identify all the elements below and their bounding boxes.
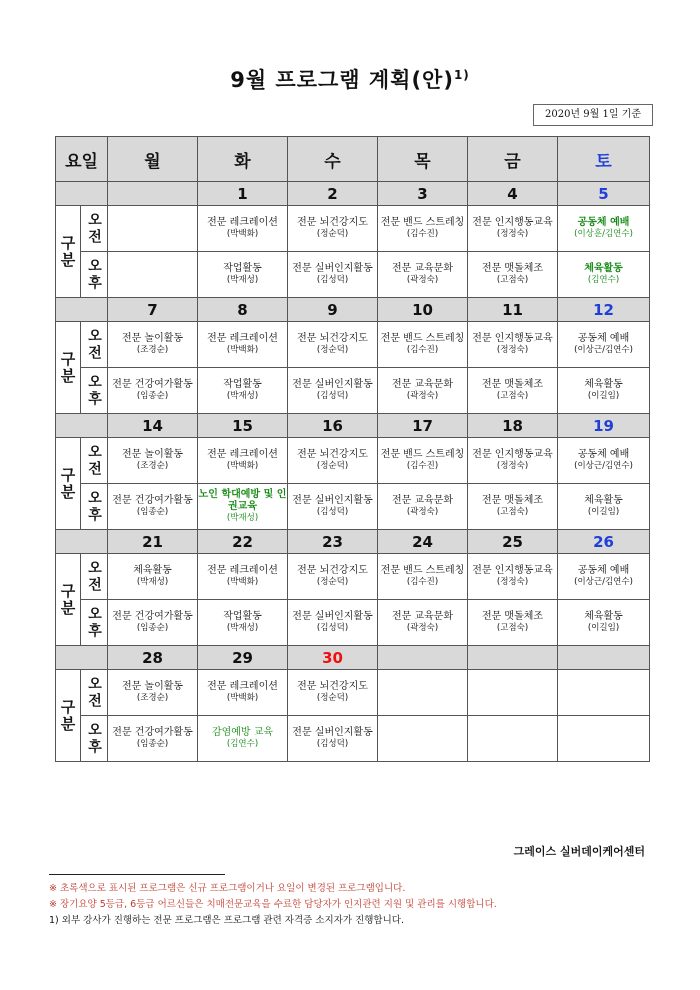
program-cell — [288, 716, 378, 762]
date-cell: 12 — [558, 298, 650, 322]
program-name: 노인 학대예방 및 인권교육 — [198, 489, 287, 512]
date-cell: 21 — [108, 530, 198, 554]
program-teacher: (임종순) — [136, 623, 169, 633]
program-name: 전문 교육문화 — [391, 611, 454, 622]
program-cell — [558, 368, 650, 414]
am-label: 오전 — [81, 438, 108, 484]
program-cell — [468, 322, 558, 368]
program-teacher: (고점숙) — [496, 623, 529, 633]
program-cell — [198, 600, 288, 646]
program-teacher: (이길임) — [587, 391, 620, 401]
date-cell: 2 — [288, 182, 378, 206]
program-cell — [378, 252, 468, 298]
program-cell — [198, 438, 288, 484]
program-name: 전문 밴드 스트레칭 — [380, 333, 465, 344]
program-cell — [198, 484, 288, 530]
program-name: 전문 건강여가활동 — [112, 611, 193, 622]
program-name: 공동체 예배 — [577, 565, 630, 576]
am-label: 오전 — [81, 554, 108, 600]
date-cell: 19 — [558, 414, 650, 438]
program-teacher: (김성덕) — [316, 623, 349, 633]
program-cell — [468, 484, 558, 530]
program-teacher: (정정숙) — [496, 577, 529, 587]
program-cell — [558, 252, 650, 298]
am-row — [56, 438, 650, 484]
pm-row — [56, 484, 650, 530]
program-cell — [288, 252, 378, 298]
program-cell — [108, 716, 198, 762]
program-name: 체육활동 — [584, 379, 623, 390]
date-cell: 29 — [198, 646, 288, 670]
date-cell: 18 — [468, 414, 558, 438]
program-teacher: (이상훈/김연수) — [574, 229, 633, 239]
program-name: 감염예방 교육 — [211, 727, 274, 738]
date-cell: 3 — [378, 182, 468, 206]
date-cell: 9 — [288, 298, 378, 322]
program-name: 전문 밴드 스트레칭 — [380, 449, 465, 460]
date-cell: 11 — [468, 298, 558, 322]
program-teacher: (박백화) — [226, 577, 259, 587]
date-row — [56, 646, 650, 670]
program-name: 전문 밴드 스트레칭 — [380, 217, 465, 228]
program-name: 전문 건강여가활동 — [112, 727, 193, 738]
gubun-label: 구분 — [56, 554, 81, 646]
program-cell — [378, 600, 468, 646]
program-cell — [468, 206, 558, 252]
program-name: 전문 인지행동교육 — [472, 217, 553, 228]
program-name: 전문 맷돌체조 — [481, 263, 544, 274]
program-teacher: (김연수) — [587, 275, 620, 285]
date-cell — [108, 182, 198, 206]
program-teacher: (김수진) — [406, 577, 439, 587]
date-cell: 22 — [198, 530, 288, 554]
program-cell — [378, 716, 468, 762]
date-cell: 17 — [378, 414, 468, 438]
date-cell: 8 — [198, 298, 288, 322]
program-cell — [558, 670, 650, 716]
program-teacher: (곽정숙) — [406, 391, 439, 401]
program-cell — [468, 368, 558, 414]
program-cell — [198, 368, 288, 414]
program-cell — [108, 206, 198, 252]
program-cell — [378, 484, 468, 530]
program-teacher: (이상근/김연수) — [574, 345, 633, 355]
program-cell — [468, 438, 558, 484]
footnote-grade: ※ 장기요양 5등급, 6등급 어르신들은 치매전문교육을 수료한 담당자가 인지관련 지원 및 관리를 시행합니다. — [49, 899, 497, 910]
program-teacher: (정순덕) — [316, 229, 349, 239]
program-name: 전문 레크레이션 — [207, 217, 278, 228]
program-teacher: (박재성) — [226, 275, 259, 285]
date-row — [56, 414, 650, 438]
program-cell — [558, 554, 650, 600]
program-name: 전문 뇌건강지도 — [297, 681, 368, 692]
program-teacher: (김성덕) — [316, 739, 349, 749]
pm-row — [56, 252, 650, 298]
program-name: 전문 레크레이션 — [207, 565, 278, 576]
pm-label: 오후 — [81, 484, 108, 530]
program-cell — [468, 716, 558, 762]
program-teacher: (박백화) — [226, 345, 259, 355]
program-name: 공동체 예배 — [577, 333, 630, 344]
program-cell — [558, 206, 650, 252]
program-teacher: (곽정숙) — [406, 623, 439, 633]
program-teacher: (이길임) — [587, 623, 620, 633]
program-cell — [198, 206, 288, 252]
date-row — [56, 298, 650, 322]
program-teacher: (곽정숙) — [406, 275, 439, 285]
date-cell: 26 — [558, 530, 650, 554]
program-cell — [288, 206, 378, 252]
date-row — [56, 182, 650, 206]
program-teacher: (이길임) — [587, 507, 620, 517]
date-cell: 16 — [288, 414, 378, 438]
program-name: 전문 맷돌체조 — [481, 611, 544, 622]
program-teacher: (조경순) — [136, 461, 169, 471]
program-teacher: (임종순) — [136, 391, 169, 401]
program-name: 전문 실버인지활동 — [292, 495, 373, 506]
program-teacher: (김수진) — [406, 461, 439, 471]
program-name: 전문 레크레이션 — [207, 681, 278, 692]
program-teacher: (김성덕) — [316, 391, 349, 401]
program-cell — [288, 484, 378, 530]
program-cell — [108, 322, 198, 368]
program-cell — [198, 716, 288, 762]
am-label: 오전 — [81, 206, 108, 252]
program-cell — [468, 252, 558, 298]
program-name: 전문 건강여가활동 — [112, 495, 193, 506]
program-cell — [468, 554, 558, 600]
program-cell — [108, 484, 198, 530]
date-cell: 10 — [378, 298, 468, 322]
program-cell — [288, 368, 378, 414]
program-cell — [198, 670, 288, 716]
program-cell — [558, 484, 650, 530]
program-cell — [108, 670, 198, 716]
program-cell — [558, 322, 650, 368]
program-name: 전문 맷돌체조 — [481, 379, 544, 390]
header-fri: 금 — [468, 137, 558, 182]
program-cell — [288, 322, 378, 368]
program-name: 전문 교육문화 — [391, 263, 454, 274]
program-name: 작업활동 — [223, 611, 262, 622]
program-name: 전문 실버인지활동 — [292, 611, 373, 622]
program-teacher: (정정숙) — [496, 461, 529, 471]
program-cell — [378, 554, 468, 600]
program-name: 전문 인지행동교육 — [472, 449, 553, 460]
program-name: 전문 실버인지활동 — [292, 379, 373, 390]
program-teacher: (정정숙) — [496, 229, 529, 239]
program-teacher: (조경순) — [136, 693, 169, 703]
date-row-blank — [56, 298, 108, 322]
program-name: 전문 인지행동교육 — [472, 333, 553, 344]
header-thu: 목 — [378, 137, 468, 182]
footnote-instructor: 1) 외부 강사가 진행하는 전문 프로그램은 프로그램 관련 자격증 소지자가 진행합니다. — [49, 915, 404, 926]
program-cell — [378, 438, 468, 484]
base-date: 2020년 9월 1일 기준 — [533, 104, 653, 126]
pm-label: 오후 — [81, 716, 108, 762]
gubun-label: 구분 — [56, 206, 81, 298]
gubun-label: 구분 — [56, 670, 81, 762]
program-name: 전문 뇌건강지도 — [297, 449, 368, 460]
program-name: 전문 교육문화 — [391, 495, 454, 506]
program-name: 전문 실버인지활동 — [292, 727, 373, 738]
program-name: 전문 인지행동교육 — [472, 565, 553, 576]
program-name: 전문 뇌건강지도 — [297, 333, 368, 344]
date-cell: 4 — [468, 182, 558, 206]
header-tue: 화 — [198, 137, 288, 182]
program-teacher: (정순덕) — [316, 693, 349, 703]
date-cell: 14 — [108, 414, 198, 438]
pm-label: 오후 — [81, 368, 108, 414]
program-cell — [108, 554, 198, 600]
date-cell: 23 — [288, 530, 378, 554]
program-cell — [288, 670, 378, 716]
program-cell — [558, 600, 650, 646]
program-name: 체육활동 — [584, 263, 623, 274]
program-teacher: (곽정숙) — [406, 507, 439, 517]
program-teacher: (김수진) — [406, 229, 439, 239]
pm-row — [56, 716, 650, 762]
program-name: 공동체 예배 — [577, 449, 630, 460]
am-row — [56, 322, 650, 368]
date-cell — [468, 646, 558, 670]
program-teacher: (박재성) — [226, 513, 259, 523]
program-teacher: (고점숙) — [496, 391, 529, 401]
program-name: 전문 맷돌체조 — [481, 495, 544, 506]
program-name: 작업활동 — [223, 379, 262, 390]
date-cell: 25 — [468, 530, 558, 554]
program-cell — [108, 600, 198, 646]
gubun-label: 구분 — [56, 322, 81, 414]
program-teacher: (고점숙) — [496, 275, 529, 285]
program-teacher: (박재성) — [226, 391, 259, 401]
center-name: 그레이스 실버데이케어센터 — [513, 845, 645, 858]
date-row-blank — [56, 414, 108, 438]
header-row — [56, 137, 650, 182]
gubun-label: 구분 — [56, 438, 81, 530]
date-cell: 24 — [378, 530, 468, 554]
program-teacher: (임종순) — [136, 507, 169, 517]
program-cell — [288, 554, 378, 600]
program-cell — [558, 438, 650, 484]
page-title: 9월 프로그램 계획(안)$^{1)}$ — [230, 68, 470, 92]
program-name: 전문 놀이활동 — [121, 449, 184, 460]
program-cell — [108, 438, 198, 484]
program-name: 공동체 예배 — [577, 217, 630, 228]
schedule-table — [55, 136, 650, 762]
program-teacher: (박백화) — [226, 693, 259, 703]
program-name: 전문 뇌건강지도 — [297, 565, 368, 576]
program-name: 전문 교육문화 — [391, 379, 454, 390]
program-teacher: (고점숙) — [496, 507, 529, 517]
header-mon: 월 — [108, 137, 198, 182]
program-cell — [288, 438, 378, 484]
program-cell — [468, 600, 558, 646]
date-cell: 28 — [108, 646, 198, 670]
date-cell: 5 — [558, 182, 650, 206]
pm-row — [56, 368, 650, 414]
program-teacher: (김성덕) — [316, 275, 349, 285]
pm-label: 오후 — [81, 600, 108, 646]
am-row — [56, 554, 650, 600]
date-cell: 1 — [198, 182, 288, 206]
date-cell — [378, 646, 468, 670]
date-cell: 30 — [288, 646, 378, 670]
program-cell — [108, 368, 198, 414]
program-name: 체육활동 — [133, 565, 172, 576]
program-teacher: (정순덕) — [316, 345, 349, 355]
program-cell — [558, 716, 650, 762]
program-name: 전문 레크레이션 — [207, 449, 278, 460]
date-cell: 15 — [198, 414, 288, 438]
program-teacher: (조경순) — [136, 345, 169, 355]
pm-row — [56, 600, 650, 646]
am-label: 오전 — [81, 322, 108, 368]
program-cell — [198, 554, 288, 600]
date-row-blank — [56, 182, 108, 206]
program-cell — [198, 322, 288, 368]
program-cell — [288, 600, 378, 646]
program-name: 전문 놀이활동 — [121, 681, 184, 692]
program-teacher: (정순덕) — [316, 577, 349, 587]
am-row — [56, 206, 650, 252]
header-yoil: 요일 — [56, 137, 108, 182]
header-sat: 토 — [558, 137, 650, 182]
program-cell — [108, 252, 198, 298]
am-row — [56, 670, 650, 716]
program-teacher: (김수진) — [406, 345, 439, 355]
pm-label: 오후 — [81, 252, 108, 298]
program-name: 전문 실버인지활동 — [292, 263, 373, 274]
am-label: 오전 — [81, 670, 108, 716]
date-row-blank — [56, 530, 108, 554]
program-cell — [378, 368, 468, 414]
program-teacher: (이상근/김연수) — [574, 577, 633, 587]
program-name: 전문 뇌건강지도 — [297, 217, 368, 228]
program-cell — [378, 206, 468, 252]
header-wed: 수 — [288, 137, 378, 182]
date-cell: 7 — [108, 298, 198, 322]
program-teacher: (이상근/김연수) — [574, 461, 633, 471]
program-teacher: (정정숙) — [496, 345, 529, 355]
program-cell — [378, 322, 468, 368]
program-name: 전문 건강여가활동 — [112, 379, 193, 390]
program-name: 작업활동 — [223, 263, 262, 274]
program-name: 전문 레크레이션 — [207, 333, 278, 344]
program-cell — [468, 670, 558, 716]
date-row-blank — [56, 646, 108, 670]
footnote-green: ※ 초록색으로 표시된 프로그램은 신규 프로그램이거나 요일이 변경된 프로그램입니다. — [49, 883, 406, 894]
program-teacher: (김연수) — [226, 739, 259, 749]
program-teacher: (박재성) — [226, 623, 259, 633]
program-teacher: (정순덕) — [316, 461, 349, 471]
program-cell — [378, 670, 468, 716]
program-cell — [198, 252, 288, 298]
date-cell — [558, 646, 650, 670]
program-name: 전문 놀이활동 — [121, 333, 184, 344]
program-teacher: (박백화) — [226, 461, 259, 471]
program-name: 체육활동 — [584, 495, 623, 506]
date-row — [56, 530, 650, 554]
footnote-divider — [49, 874, 225, 875]
program-name: 전문 밴드 스트레칭 — [380, 565, 465, 576]
program-teacher: (임종순) — [136, 739, 169, 749]
program-teacher: (박백화) — [226, 229, 259, 239]
program-teacher: (김성덕) — [316, 507, 349, 517]
program-name: 체육활동 — [584, 611, 623, 622]
program-teacher: (박재성) — [136, 577, 169, 587]
